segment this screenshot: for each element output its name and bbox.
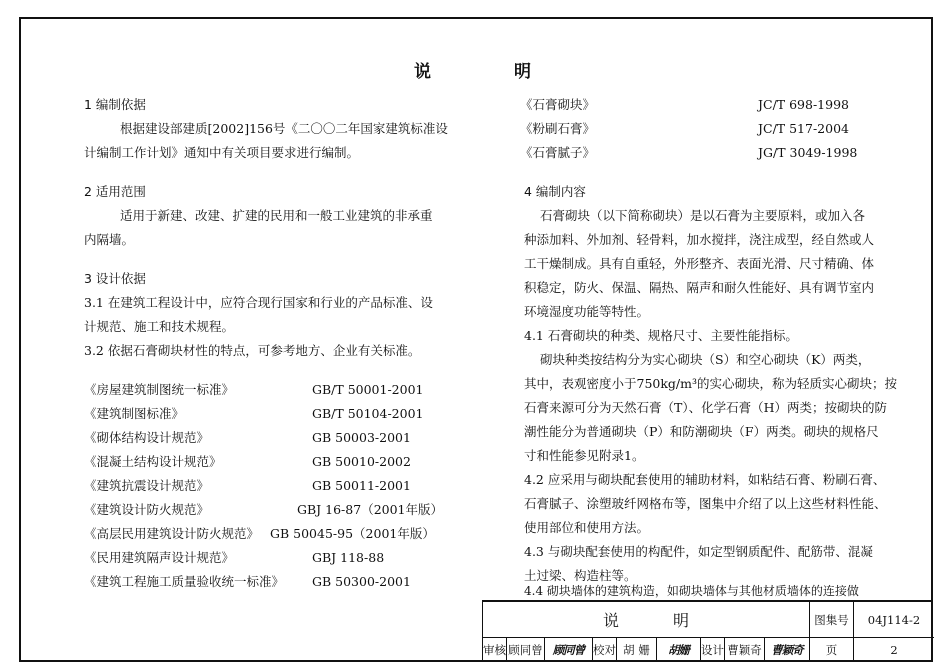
section-3-1-line: 3.1 在建筑工程设计中，应符合现行国家和行业的产品标准、设 — [84, 295, 433, 310]
section-3-1-line: 计规范、施工和技术规程。 — [84, 319, 235, 334]
section-4-line: 石膏来源可分为天然石膏（T）、化学石膏（H）两类；按砌块的防 — [524, 400, 887, 415]
standard-name: 《建筑工程施工质量验收统一标准》 — [84, 574, 285, 589]
standard-name: 《建筑制图标准》 — [84, 406, 185, 421]
section-4-line: 环境湿度功能等特性。 — [524, 304, 650, 319]
section-4-line: 砌块种类按结构分为实心砌块（S）和空心砌块（K）两类， — [540, 352, 871, 367]
section-4-line: 使用部位和使用方法。 — [524, 520, 650, 535]
section-4-line: 其中，表观密度小于750kg/m³的实心砌块，称为轻质实心砌块；按 — [524, 376, 898, 391]
section-4-line: 4.3 与砌块配套使用的构配件，如定型钢质配件、配筋带、混凝 — [524, 544, 873, 559]
section-1-heading: 1 编制依据 — [84, 97, 146, 112]
section-3-heading: 3 设计依据 — [84, 271, 146, 286]
section-4-line: 积稳定，防火、保温、隔热、隔声和耐久性能好、具有调节室内 — [524, 280, 875, 295]
standard-code: GBJ 16-87（2001年版） — [297, 502, 444, 517]
section-4-line: 石膏砌块（以下简称砌块）是以石膏为主要原料，或加入各 — [540, 208, 866, 223]
page-title-right: 明 — [514, 62, 533, 82]
standard-name: 《民用建筑隔声设计规范》 — [84, 550, 235, 565]
standard-name: 《混凝土结构设计规范》 — [84, 454, 222, 469]
standard-code: GB 50300-2001 — [312, 574, 411, 589]
review-label: 审核 — [483, 638, 507, 662]
standard-code: JG/T 3049-1998 — [758, 145, 858, 160]
section-4-line: 4.4 砌块墙体的建筑构造，如砌块墙体与其他材质墙体的连接做 — [524, 584, 859, 598]
standard-code: GB 50011-2001 — [312, 478, 411, 493]
page-number: 2 — [890, 643, 898, 657]
standard-name: 《建筑设计防火规范》 — [84, 502, 210, 517]
section-2-line: 适用于新建、改建、扩建的民用和一般工业建筑的非承重 — [120, 208, 433, 223]
title-block-title-right: 明 — [673, 611, 690, 630]
design-label: 设计 — [701, 638, 725, 662]
standard-name: 《建筑抗震设计规范》 — [84, 478, 210, 493]
standard-name: 《砌体结构设计规范》 — [84, 430, 210, 445]
section-4-line: 4.2 应采用与砌块配套使用的辅助材料，如粘结石膏、粉刷石膏、 — [524, 472, 886, 487]
atlas-number: 04J114-2 — [854, 602, 934, 638]
check-label: 校对 — [593, 638, 617, 662]
page-label: 页 — [810, 638, 854, 662]
title-block-title — [483, 602, 810, 638]
reviewer-signature: 顾同曾 — [545, 638, 593, 662]
section-4-line: 潮性能分为普通砌块（P）和防潮砌块（F）两类。砌块的规格尺 — [524, 424, 879, 439]
standard-name: 《房屋建筑制图统一标准》 — [84, 382, 235, 397]
section-4-line: 寸和性能参见附录1。 — [524, 448, 645, 463]
reviewer-name: 顾同曾 — [507, 638, 545, 662]
section-2-line: 内隔墙。 — [84, 232, 135, 247]
standard-code: GB/T 50001-2001 — [312, 382, 424, 397]
section-4-heading: 4 编制内容 — [524, 184, 586, 199]
standard-name: 《高层民用建筑设计防火规范》 — [84, 526, 260, 541]
section-4-line: 石膏腻子、涂塑玻纤网格布等，图集中介绍了以上这些材料性能、 — [524, 496, 887, 511]
standard-code: GB 50045-95（2001年版） — [270, 526, 435, 541]
designer-signature: 曹颖奇 — [765, 638, 810, 662]
standard-code: GB 50010-2002 — [312, 454, 411, 469]
standard-name: 《石膏腻子》 — [520, 145, 596, 160]
section-4-line: 土过梁、构造柱等。 — [524, 568, 637, 583]
section-4-line: 4.1 石膏砌块的种类、规格尺寸、主要性能指标。 — [524, 328, 798, 343]
standard-name: 《石膏砌块》 — [520, 97, 596, 112]
title-block — [482, 600, 933, 662]
designer-name: 曹颖奇 — [725, 638, 765, 662]
section-1-line: 计编制工作计划》通知中有关项目要求进行编制。 — [84, 145, 360, 160]
section-2-heading: 2 适用范围 — [84, 184, 146, 199]
standard-code: JC/T 517-2004 — [758, 121, 849, 136]
standard-code: GB/T 50104-2001 — [312, 406, 424, 421]
section-3-2-line: 3.2 依据石膏砌块材性的特点，可参考地方、企业有关标准。 — [84, 343, 421, 358]
section-4-line: 种添加料、外加剂、轻骨料，加水搅拌，浇注成型，经自然或人 — [524, 232, 875, 247]
checker-name: 胡 姗 — [617, 638, 657, 662]
atlas-label: 图集号 — [810, 602, 854, 638]
standard-code: GB 50003-2001 — [312, 430, 411, 445]
standard-code: JC/T 698-1998 — [758, 97, 849, 112]
page-title-left: 说 — [414, 62, 433, 82]
section-1-line: 根据建设部建质[2002]156号《二〇〇二年国家建筑标准设 — [120, 121, 448, 136]
standard-name: 《粉刷石膏》 — [520, 121, 596, 136]
section-4-line: 工干燥制成。具有自重轻，外形整齐、表面光滑、尺寸精确、体 — [524, 256, 875, 271]
title-block-title-left: 说 — [602, 611, 619, 630]
standard-code: GBJ 118-88 — [312, 550, 385, 565]
checker-signature: 胡姗 — [657, 638, 701, 662]
